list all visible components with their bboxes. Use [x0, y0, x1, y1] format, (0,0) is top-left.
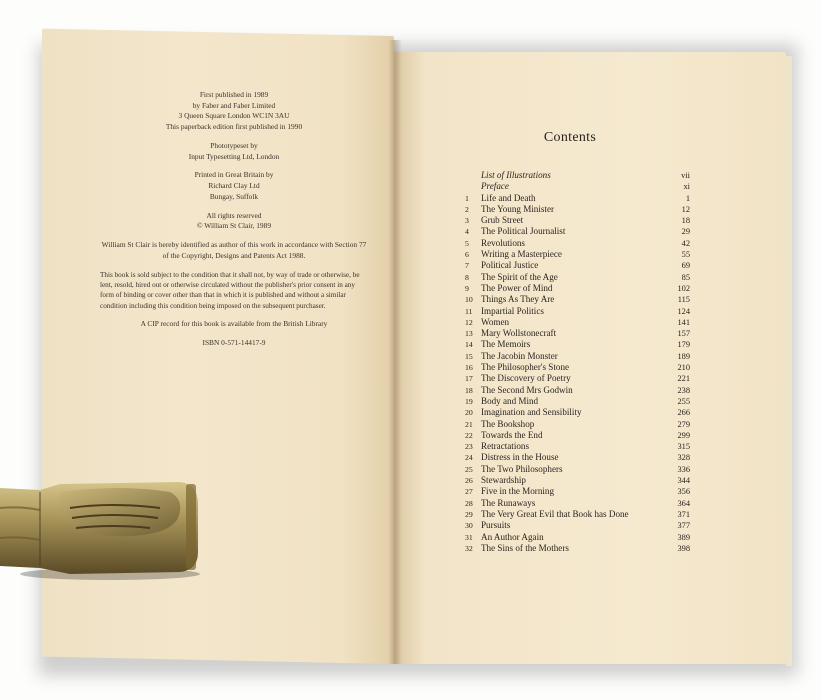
contents-heading: Contents [543, 130, 597, 145]
toc-entry-number: 6 [465, 250, 469, 260]
toc-entry-page: 364 [677, 498, 690, 508]
toc-entry-number: 29 [465, 509, 473, 519]
toc-entry-title: The Discovery of Poetry [481, 373, 571, 384]
isbn-line: ISBN 0-571-14417-9 [202, 338, 266, 348]
toc-entry-title: The Second Mrs Godwin [481, 384, 573, 395]
imprint-line: This paperback edition first published in 1990 [165, 122, 303, 132]
toc-chapter-row [460, 441, 690, 452]
toc-chapter-row [460, 373, 690, 384]
toc-entry-page: 179 [677, 340, 690, 350]
toc-entry-page: 377 [677, 521, 690, 531]
imprint-line: 3 Queen Square London WC1N 3AU [178, 111, 290, 121]
toc-entry-number: 22 [465, 430, 473, 440]
toc-entry-number: 12 [465, 317, 473, 327]
toc-entry-number: 14 [465, 340, 473, 350]
toc-entry-page: 69 [681, 261, 690, 271]
page-edge [786, 56, 792, 666]
imprint-line: by Faber and Faber Limited [192, 100, 276, 110]
toc-entry-number: 20 [465, 408, 473, 418]
toc-entry-title: List of Illustrations [481, 170, 551, 180]
toc-entry-page: 29 [681, 227, 690, 237]
toc-entry-page: xi [683, 182, 690, 192]
toc-chapter-row [460, 193, 690, 204]
toc-entry-title: The Jacobin Monster [481, 350, 558, 361]
toc-entry-title: An Author Again [481, 531, 544, 542]
toc-chapter-row [460, 520, 690, 531]
toc-chapter-row [460, 385, 690, 396]
toc-entry-number: 25 [465, 464, 473, 474]
toc-chapter-row [460, 407, 690, 418]
toc-entry-title: Writing a Masterpiece [481, 249, 562, 260]
toc-chapter-row [460, 430, 690, 441]
toc-entry-page: 344 [677, 476, 690, 486]
toc-chapter-row [460, 486, 690, 497]
toc-entry-title: The Spirit of the Age [481, 271, 558, 282]
toc-entry-title: The Runaways [481, 497, 536, 508]
toc-entry-title: Things As They Are [481, 294, 555, 305]
toc-entry-title: The Philosopher's Stone [481, 362, 570, 373]
toc-entry-page: 18 [681, 216, 690, 226]
toc-entry-title: Body and Mind [481, 395, 539, 406]
toc-chapter-row [460, 204, 690, 215]
toc-entry-number: 27 [465, 487, 473, 497]
toc-entry-title: Pursuits [481, 520, 511, 531]
toc-chapter-row [460, 317, 690, 328]
toc-entry-number: 4 [465, 227, 469, 237]
toc-entry-title: The Memoirs [481, 339, 531, 350]
toc-entry-page: vii [681, 171, 690, 180]
printer-line: Richard Clay Ltd [208, 181, 260, 191]
toc-chapter-row [460, 362, 690, 373]
imprint-block [100, 90, 368, 349]
typeset-line: Phototypeset by [210, 140, 258, 150]
toc-entry-number: 32 [465, 543, 473, 553]
toc-entry-page: 189 [677, 351, 690, 361]
toc-entry-number: 15 [465, 351, 473, 361]
toc-entry-page: 55 [681, 250, 690, 260]
imprint-line: First published in 1989 [199, 90, 269, 99]
toc-entry-page: 221 [677, 374, 690, 384]
toc-chapter-row [460, 475, 690, 486]
printer-line: Bungay, Suffolk [209, 191, 259, 201]
toc-entry-title: Retractations [481, 441, 529, 452]
toc-entry-title: The Bookshop [481, 418, 535, 429]
toc-front-matter-row [460, 181, 690, 192]
table-of-contents [460, 170, 690, 554]
toc-entry-title: Mary Wollstonecraft [481, 328, 557, 339]
toc-chapter-row [460, 238, 690, 249]
toc-entry-page: 398 [677, 543, 690, 553]
toc-entry-page: 238 [677, 385, 690, 395]
toc-chapter-row [460, 328, 690, 339]
toc-entry-title: Women [481, 316, 510, 327]
toc-chapter-row [460, 249, 690, 260]
toc-entry-title: Towards the End [481, 429, 543, 440]
toc-entry-number: 30 [465, 521, 473, 531]
toc-entry-title: Stewardship [481, 475, 526, 486]
printer-line: Printed in Great Britain by [194, 170, 274, 180]
toc-entry-number: 5 [465, 238, 469, 248]
toc-chapter-row [460, 226, 690, 237]
toc-entry-number: 17 [465, 374, 473, 384]
toc-entry-title: The Political Journalist [481, 226, 566, 237]
toc-entry-number: 24 [465, 453, 473, 463]
toc-entry-page: 371 [677, 509, 690, 519]
toc-entry-page: 315 [677, 442, 690, 452]
brass-hand-icon [0, 478, 205, 582]
author-statement: William St Clair is hereby identified as author of this work in accordance with Section 77 of the Copyright, Designs and Patents Act 1988. [101, 240, 367, 260]
toc-chapter-row [460, 260, 690, 271]
toc-entry-title: The Very Great Evil that Book has Done [481, 508, 629, 519]
toc-entry-page: 210 [677, 363, 690, 373]
toc-entry-page: 85 [681, 272, 690, 282]
toc-entry-title: Political Justice [481, 260, 539, 271]
toc-entry-title: Revolutions [481, 237, 525, 248]
toc-chapter-row [460, 396, 690, 407]
toc-entry-page: 12 [681, 204, 690, 214]
toc-entry-number: 3 [465, 216, 469, 226]
toc-entry-page: 124 [677, 306, 690, 316]
toc-entry-number: 16 [465, 363, 473, 373]
toc-entry-number: 1 [465, 193, 469, 203]
toc-entry-title: The Power of Mind [481, 282, 553, 293]
toc-entry-title: Preface [481, 181, 509, 192]
toc-front-matter-row [460, 170, 690, 181]
toc-entry-page: 356 [677, 487, 690, 497]
toc-entry-title: Impartial Politics [481, 305, 544, 316]
book-gutter [388, 40, 402, 664]
toc-entry-number: 10 [465, 295, 473, 305]
rights-line: All rights reserved [206, 210, 262, 220]
toc-chapter-row [460, 464, 690, 475]
toc-entry-page: 266 [677, 408, 690, 418]
toc-entry-title: The Sins of the Mothers [481, 542, 569, 553]
toc-entry-number: 28 [465, 498, 473, 508]
toc-entry-page: 1 [685, 193, 690, 203]
toc-entry-title: Life and Death [481, 192, 536, 203]
toc-entry-page: 157 [677, 329, 690, 339]
toc-entry-page: 279 [677, 419, 690, 429]
toc-entry-number: 2 [465, 204, 469, 214]
toc-entry-page: 328 [677, 453, 690, 463]
typeset-line: Input Typesetting Ltd, London [188, 151, 280, 161]
toc-chapter-row [460, 306, 690, 317]
toc-chapter-row [460, 294, 690, 305]
toc-entry-number: 7 [465, 261, 469, 271]
toc-entry-number: 21 [465, 419, 473, 429]
toc-entry-page: 115 [677, 295, 690, 305]
toc-entry-number: 8 [465, 272, 469, 282]
toc-entry-page: 141 [677, 317, 690, 327]
toc-entry-page: 389 [677, 532, 690, 542]
toc-entry-number: 19 [465, 396, 473, 406]
toc-entry-number: 11 [465, 306, 473, 316]
toc-chapter-row [460, 215, 690, 226]
toc-entry-title: Distress in the House [481, 452, 559, 463]
toc-entry-page: 255 [677, 396, 690, 406]
toc-chapter-row [460, 543, 690, 554]
toc-entry-page: 299 [677, 430, 690, 440]
toc-entry-page: 42 [681, 238, 690, 248]
toc-entry-number: 13 [465, 329, 473, 339]
brass-hand-clip [0, 478, 205, 582]
copyright-line: © William St Clair, 1989 [196, 221, 272, 231]
toc-entry-title: Grub Street [481, 215, 524, 226]
toc-entry-title: The Young Minister [481, 203, 555, 214]
toc-chapter-row [460, 351, 690, 362]
toc-entry-number: 26 [465, 476, 473, 486]
toc-entry-title: Five in the Morning [481, 486, 554, 497]
toc-entry-number: 18 [465, 385, 473, 395]
cip-line: A CIP record for this book is available from the British Library [140, 319, 328, 329]
toc-chapter-row [460, 509, 690, 520]
toc-chapter-row [460, 339, 690, 350]
sale-condition: This book is sold subject to the condition that it shall not, by way of trade or otherwise, be lent, resold, hired out or otherwise circulated without the publisher's prior consent in any form of binding or cover other than that in which it is published and without a similar condition including this condition being imposed on the subsequent purchaser. [100, 270, 360, 310]
toc-chapter-row [460, 498, 690, 509]
toc-entry-number: 23 [465, 442, 473, 452]
toc-chapter-row [460, 452, 690, 463]
toc-entry-number: 31 [465, 532, 473, 542]
toc-chapter-row [460, 272, 690, 283]
toc-entry-page: 336 [677, 464, 690, 474]
toc-chapter-row [460, 532, 690, 543]
toc-chapter-row [460, 283, 690, 294]
toc-entry-number: 9 [465, 283, 469, 293]
toc-entry-page: 102 [677, 283, 690, 293]
toc-entry-title: The Two Philosophers [481, 463, 563, 474]
toc-entry-title: Imagination and Sensibility [481, 407, 582, 418]
toc-chapter-row [460, 419, 690, 430]
